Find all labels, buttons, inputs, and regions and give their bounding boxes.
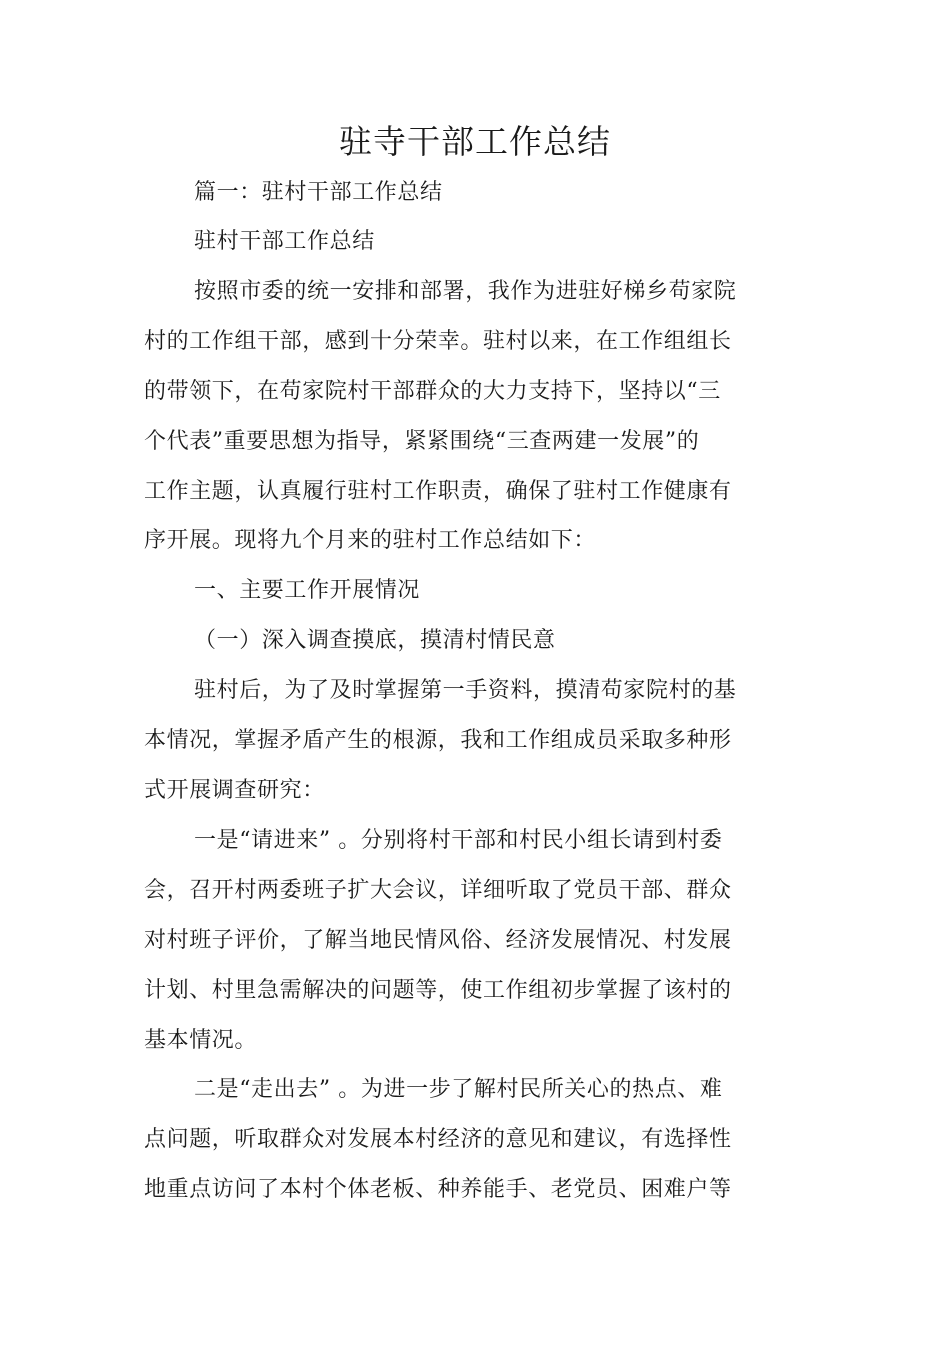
paragraph-line: 本情况，掌握矛盾产生的根源，我和工作组成员采取多种形 (144, 728, 732, 753)
subsection-heading-investigation: （一）深入调查摸底，摸清村情民意 (194, 628, 556, 653)
paragraph-line: 工作主题，认真履行驻村工作职责，确保了驻村工作健康有 (144, 479, 732, 504)
paragraph-line: 二是“走出去” 。为进一步了解村民所关心的热点、难 (194, 1077, 723, 1102)
section-heading-main-work: 一、主要工作开展情况 (194, 578, 421, 603)
paragraph-line: 的带领下，在苟家院村干部群众的大力支持下，坚持以“三 (144, 379, 721, 404)
paragraph-line: 计划、村里急需解决的问题等，使工作组初步掌握了该村的 (144, 978, 732, 1003)
paragraph-line: 一是“请进来” 。分别将村干部和村民小组长请到村委 (194, 828, 723, 853)
paragraph-line: 按照市委的统一安排和部署，我作为进驻好梯乡苟家院 (194, 279, 737, 304)
paragraph-line: 点问题，听取群众对发展本村经济的意见和建议，有选择性 (144, 1127, 732, 1152)
document-title: 驻寺干部工作总结 (339, 122, 611, 161)
paragraph-line: 对村班子评价，了解当地民情风俗、经济发展情况、村发展 (144, 928, 732, 953)
paragraph-line: 村的工作组干部，感到十分荣幸。驻村以来，在工作组组长 (144, 329, 732, 354)
section-heading-part-one: 篇一：驻村干部工作总结 (194, 180, 443, 205)
paragraph-line: 基本情况。 (144, 1028, 258, 1053)
section-subtitle: 驻村干部工作总结 (194, 229, 375, 254)
paragraph-line: 驻村后，为了及时掌握第一手资料，摸清苟家院村的基 (194, 678, 737, 703)
paragraph-line: 会，召开村两委班子扩大会议，详细听取了党员干部、群众 (144, 878, 732, 903)
paragraph-line: 式开展调查研究： (144, 778, 325, 803)
paragraph-line: 个代表”重要思想为指导，紧紧围绕“三查两建一发展”的 (144, 429, 700, 454)
paragraph-line: 地重点访问了本村个体老板、种养能手、老党员、困难户等 (144, 1177, 732, 1202)
paragraph-line: 序开展。现将九个月来的驻村工作总结如下： (144, 528, 597, 553)
